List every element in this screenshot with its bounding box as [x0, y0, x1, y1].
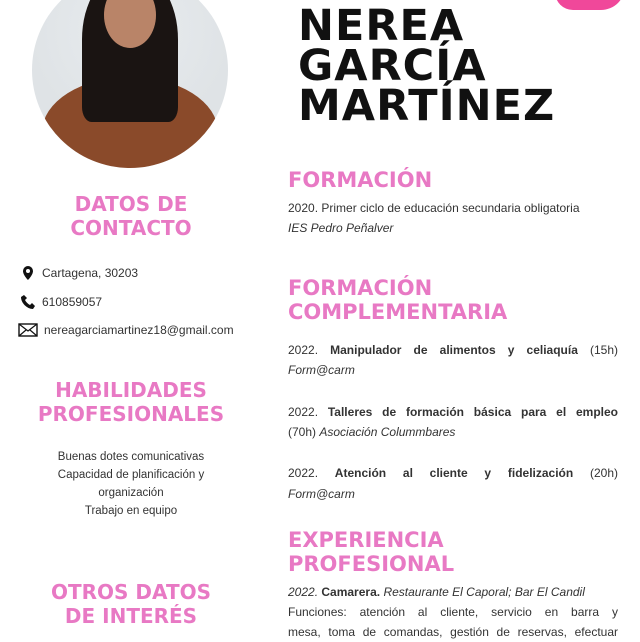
- decorative-pink-shape: [555, 0, 625, 10]
- skills-list: Buenas dotes comunicativas Capacidad de planificación y organización Trabajo en equipo: [57, 451, 205, 517]
- other-heading: OTROS DATOS DE INTERÉS: [51, 580, 211, 628]
- phone-icon: [20, 294, 36, 310]
- envelope-icon: [18, 323, 38, 337]
- course-entry: 2022. Talleres de formación básica para el empleo: [288, 405, 618, 419]
- contact-heading: DATOS DE CONTACTO: [70, 192, 192, 240]
- contact-phone: 610859057: [20, 292, 102, 312]
- course-entry: 2022. Manipulador de alimentos y celiaquía (15h): [288, 343, 618, 357]
- contact-email[interactable]: nereagarciamartinez18@gmail.com: [18, 320, 234, 340]
- course-entry: 2022. Atención al cliente y fidelización (20h): [288, 466, 618, 480]
- location-pin-icon: [20, 265, 36, 281]
- formacion-entry: 2020. Primer ciclo de educación secundaria obligatoria IES Pedro Peñalver: [288, 201, 580, 235]
- complementaria-heading: FORMACIÓN COMPLEMENTARIA: [288, 276, 508, 324]
- full-name: NEREA GARCÍA MARTÍNEZ: [298, 1, 556, 131]
- experiencia-heading: EXPERIENCIA PROFESIONAL: [288, 528, 455, 576]
- profile-photo: [32, 0, 228, 168]
- skills-heading: HABILIDADES PROFESIONALES: [37, 378, 225, 426]
- experience-entry: 2022. Camarera. Restaurante El Caporal; Bar El Candil: [288, 585, 585, 599]
- contact-address: Cartagena, 30203: [20, 263, 138, 283]
- formacion-heading: FORMACIÓN: [288, 168, 433, 192]
